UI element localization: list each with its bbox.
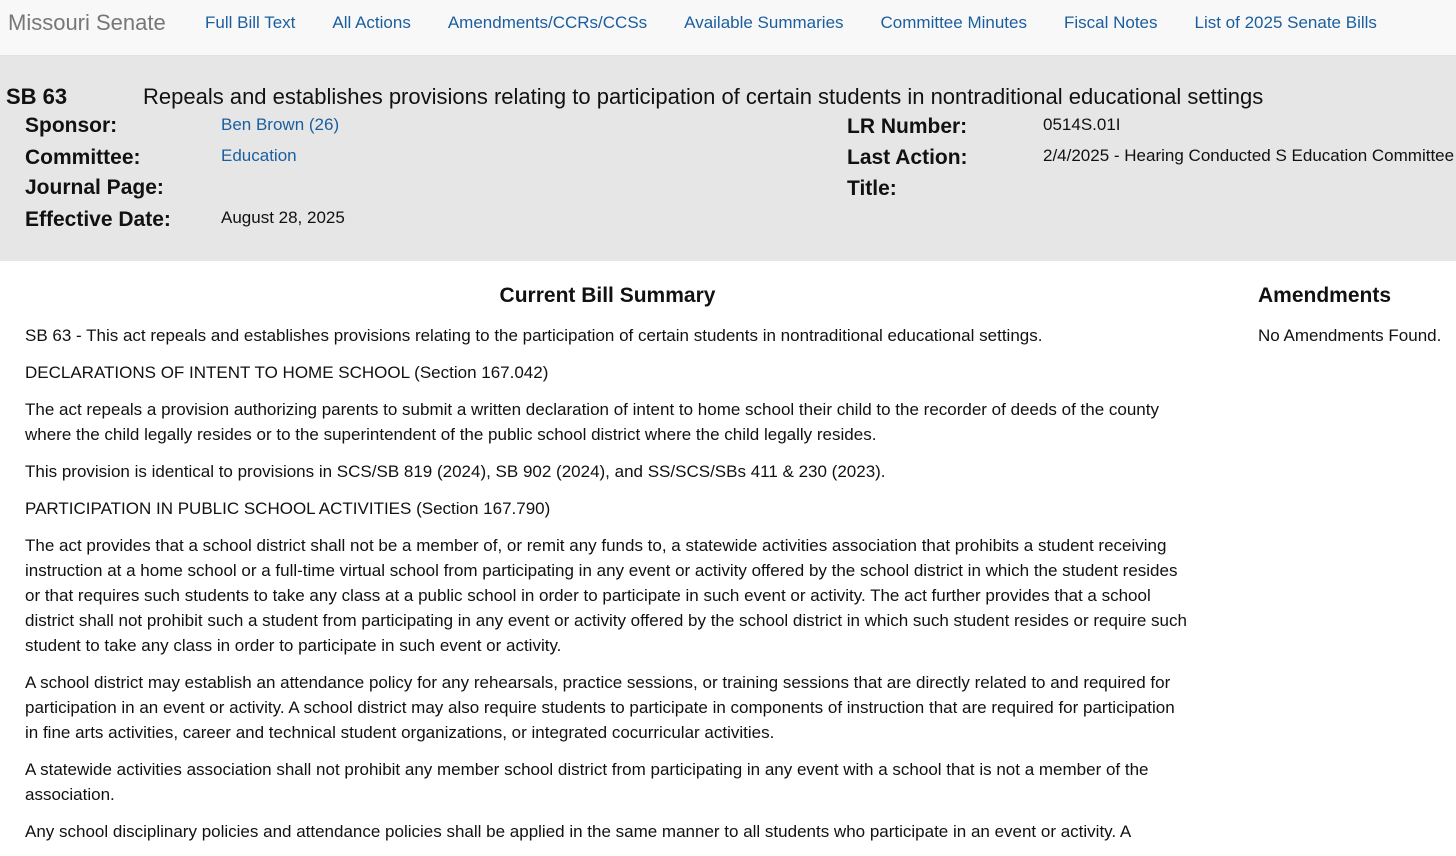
bill-description: Repeals and establishes provisions relating to participation of certain students in nontraditional educational settings bbox=[143, 84, 1264, 109]
nav-link-amendments[interactable]: Amendments/CCRs/CCSs bbox=[447, 13, 648, 32]
amendments-empty-text: No Amendments Found. bbox=[1258, 326, 1442, 345]
sponsor-link[interactable]: Ben Brown (26) bbox=[221, 115, 340, 134]
bill-summary bbox=[25, 284, 1190, 856]
nav-link-all-actions[interactable]: All Actions bbox=[332, 13, 411, 32]
summary-section-heading: DECLARATIONS OF INTENT TO HOME SCHOOL (Section 167.042) bbox=[25, 363, 549, 382]
amendments-heading: Amendments bbox=[1258, 284, 1392, 307]
summary-paragraph: The act repeals a provision authorizing parents to submit a written declaration of intent to home school their child to the recorder of deeds of the county where the child legally resides or to the superintendent of the public school district where the child legally resides. bbox=[25, 400, 1159, 444]
committee-label: Committee: bbox=[25, 146, 141, 169]
bill-number: SB 63 bbox=[6, 84, 68, 109]
amendments-panel bbox=[1258, 284, 1456, 348]
lr-number-value: 0514S.01I bbox=[1043, 115, 1121, 134]
summary-paragraph: The act provides that a school district shall not be a member of, or remit any funds to, a statewide activities association that prohibits a student receiving instruction at a home school or a full-time virtual school from participating in any event or activity offered by the school district in which the student resides or that requires such students to take any class at a public school in order to participate in such event or activity. The act further provides that a school district shall not prohibit such a student from participating in any event or activity offered by the school district in which such student resides or require such student to take any class in order to participate in such event or activity. bbox=[25, 536, 1187, 655]
nav-link-committee-minutes[interactable]: Committee Minutes bbox=[880, 13, 1027, 32]
summary-paragraph: SB 63 - This act repeals and establishes provisions relating to the participation of certain students in nontraditional educational settings. bbox=[25, 326, 1043, 345]
last-action-label: Last Action: bbox=[847, 146, 968, 169]
summary-paragraph: Any school disciplinary policies and attendance policies shall be applied in the same manner to all students who participate in an event or activity. A bbox=[25, 822, 1132, 841]
nav-links bbox=[205, 13, 1414, 33]
summary-heading: Current Bill Summary bbox=[499, 284, 716, 307]
lr-number-label: LR Number: bbox=[847, 115, 968, 138]
site-brand[interactable]: Missouri Senate bbox=[8, 10, 166, 35]
effective-date-value: August 28, 2025 bbox=[221, 208, 345, 227]
sponsor-label: Sponsor: bbox=[25, 114, 118, 137]
title-label: Title: bbox=[847, 177, 897, 200]
summary-paragraph: A school district may establish an attendance policy for any rehearsals, practice sessions, or training sessions that are directly related to and required for participation in an event or activity. A school district may also require students to participate in components of instruction that are required for participation in fine arts activities, career and technical student organizations, or integrated cocurricular activities. bbox=[25, 673, 1175, 742]
nav-link-full-bill-text[interactable]: Full Bill Text bbox=[205, 13, 296, 32]
nav-link-senate-bills-list[interactable]: List of 2025 Senate Bills bbox=[1194, 13, 1377, 32]
last-action-value: 2/4/2025 - Hearing Conducted S Education Committee bbox=[1043, 146, 1455, 165]
effective-date-label: Effective Date: bbox=[25, 208, 171, 231]
bill-header bbox=[0, 56, 1456, 261]
top-navbar bbox=[0, 0, 1456, 56]
nav-link-fiscal-notes[interactable]: Fiscal Notes bbox=[1063, 13, 1158, 32]
summary-section-heading: PARTICIPATION IN PUBLIC SCHOOL ACTIVITIES (Section 167.790) bbox=[25, 499, 551, 518]
journal-page-label: Journal Page: bbox=[25, 176, 164, 199]
committee-link[interactable]: Education bbox=[221, 146, 297, 165]
summary-paragraph: A statewide activities association shall not prohibit any member school district from participating in any event with a school that is not a member of the association. bbox=[25, 760, 1149, 804]
nav-link-available-summaries[interactable]: Available Summaries bbox=[684, 13, 844, 32]
summary-paragraph: This provision is identical to provisions in SCS/SB 819 (2024), SB 902 (2024), and SS/SCS/SBs 411 & 230 (2023). bbox=[25, 462, 886, 481]
